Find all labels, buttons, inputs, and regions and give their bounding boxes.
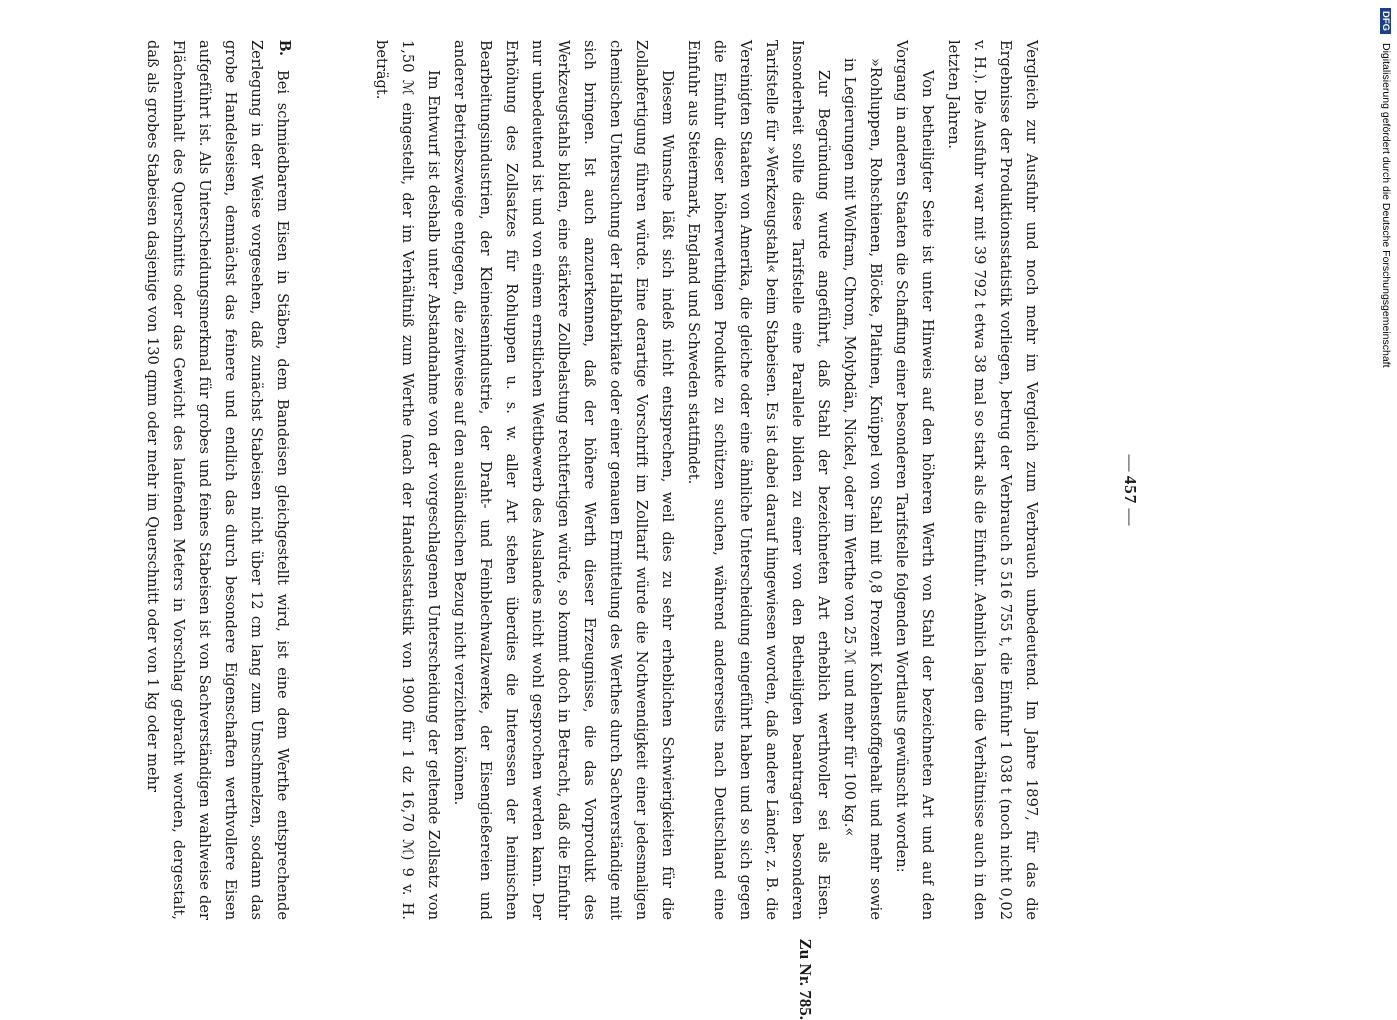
paragraph-3: Zur Begründung wurde angeführt, daß Stahl der bezeichneten Art erheblich werthvoller sei als Eisen. Insonderheit sollte diese Tarifstelle eine Parallele bilden zu einer von den Betheiligten beantragten besonderen Tarifstelle für »Werkzeugstahl« beim Stabeisen. Es ist dabei darauf hingewiesen worden, daß andere Länder, z. B. die Vereinigten Staaten von Amerika, die gleiche oder eine ähnliche Unterscheidung eingeführt haben und so sich gegen die Einfuhr dieser höherwerthigen Produkte zu schützen suchen, während andererseits nach Deutschland eine Einfuhr aus Steiermark, England und Schweden stattfindet. [685,40,832,920]
side-credit [1378,8,1392,998]
paragraph-5: Im Entwurf ist deshalb unter Abstandnahme von der vorgeschlagenen Unterscheidung der geltende Zollsatz von 1,50 ℳ eingestellt, der im Verhältniß zum Werthe (nach der Handelsstatistik von 1900 für 1 dz 16,70 ℳ) 9 v. H. beträgt. [373,40,442,920]
rotated-page [144,40,1140,1020]
header-dash-left: — [1121,454,1140,472]
section-b-text: Bei schmiedbarem Eisen in Stäben, dem Bandeisen gleichgestellt wird, ist eine dem Werthe entsprechende Zerlegung in der Weise vorgesehen, daß zunächst Stabeisen nicht über 12 cm lang zum Umschmelzen, sodann das grobe Handelseisen, demnächst das feinere und endlich das durch besondere Eigenschaften werthvollere Eisen aufgeführt ist. Als Unterscheidungsmerkmal für grobes und feines Stabeisen ist von Sachverständigen wahlweise der Flächeninhalt des Querschnitts oder das Gewicht des laufenden Meters in Vorschlag gebracht worden, dergestalt, daß als grobes Stabeisen dasjenige von 130 qmm oder mehr im Querschnitt oder von 1 kg oder mehr [144,40,291,920]
body-text [368,40,1044,920]
section-b-label: B. [276,40,295,56]
reference-number: Zu Nr. 785. [796,938,815,1020]
section-b-text-container [139,40,295,920]
paragraph-1: Vergleich zur Ausfuhr und noch mehr im Vergleich zum Verbrauch unbedeutend. Im Jahre 1897, für das die Ergebnisse der Produktionsstatistik vorliegen, betrug der Verbrauch 5 516 755 t, die Einfuhr 1 038 t (noch nicht 0,02 v. H.). Die Ausfuhr war mit 39 792 t etwa 38 mal so stark als die Einfuhr. Aehnlich lagen die Verhältnisse auch in den letzten Jahren. [945,40,1040,920]
page-header [1120,40,1140,940]
paragraph-2: Von betheiligter Seite ist unter Hinweis auf den höheren Werth von Stahl der bezeichneten Art und auf den Vorgang in anderen Staaten die Schaffung einer besonderen Tarifstelle folgenden Wortlauts gewünscht worden: [893,40,936,920]
paragraph-4: Diesem Wunsche läßt sich indeß nicht entsprechen, weil dies zu sehr erheblichen Schwierigkeiten für die Zollabfertigung führen würde. Eine derartige Vorschrift im Zolltarif würde die Nothwendigkeit einer jedesmaligen chemischen Untersuchung der Halbfabrikate oder einer genauen Ermittelung des Werthes durch Sachverständige mit sich bringen. Ist auch anzuerkennen, daß der höhere Werth dieser Erzeugnisse, die das Vorprodukt des Werkzeugstahls bilden, eine stärkere Zollbelastung rechtfertigen würde, so kommt doch in Betracht, daß die Einfuhr nur unbedeutend ist und von einem ernstlichen Wettbewerb des Auslandes nicht wohl gesprochen werden kann. Der Erhöhung des Zollsatzes für Rohluppen u. s. w. aller Art stehen überdies die Interessen der heimischen Bearbeitungsindustrien, der Kleineisenindustrie, der Draht- und Feinblechwalzwerke, der Eisengießereien und anderer Betriebszweige entgegen, die zeitweise auf den ausländischen Bezug nicht verzichten können. [451,40,676,920]
quoted-wording: »Rohluppen, Rohschienen, Blöcke, Platinen, Knüppel von Stahl mit 0,8 Prozent Kohlenstoffgehalt und mehr sowie in Legierungen mit Wolfram, Chrom, Molybdän, Nickel, oder im Werthe von 25 ℳ und mehr für 100 kg.« [841,58,884,920]
dfg-logo: DFG [1380,8,1391,34]
header-dash-right: — [1121,508,1140,526]
credit-text: Digitalisierung gefördert durch die Deutsche Forschungsgemeinschaft [1380,42,1392,368]
page-number: 457 [1121,475,1140,505]
